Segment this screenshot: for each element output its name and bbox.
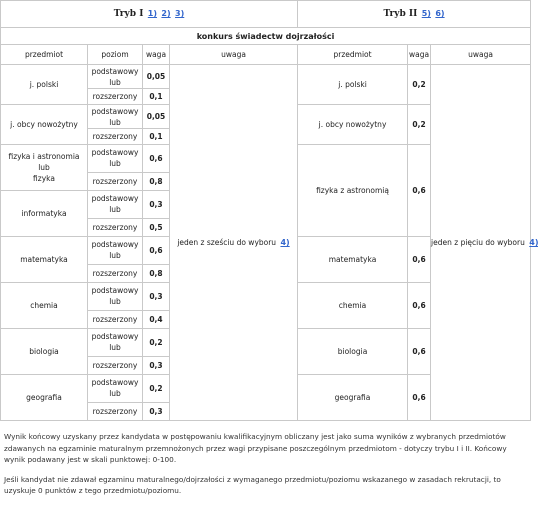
level-basic bbox=[88, 105, 143, 129]
weight-extended: 0,3 bbox=[143, 356, 170, 374]
level-extended: rozszerzony bbox=[88, 129, 143, 145]
level-or-text: lub bbox=[109, 117, 121, 127]
weight-basic: 0,3 bbox=[143, 282, 170, 310]
subject-name-line: informatyka bbox=[21, 208, 67, 218]
subject-name-line: chemia bbox=[30, 300, 58, 310]
level-basic bbox=[88, 65, 143, 89]
subject-name-line: matematyka bbox=[20, 254, 68, 264]
level-extended: rozszerzony bbox=[88, 218, 143, 236]
subject-name-line: geografia bbox=[26, 392, 62, 402]
mode1-subject bbox=[1, 236, 88, 282]
level-extended: rozszerzony bbox=[88, 356, 143, 374]
mode2-weight: 0,6 bbox=[408, 282, 431, 328]
level-basic-text: podstawowy bbox=[91, 194, 139, 204]
subject-name-line: j. obcy nowożytny bbox=[10, 120, 78, 129]
level-extended: rozszerzony bbox=[88, 172, 143, 190]
mode1-header bbox=[1, 1, 298, 28]
level-extended: rozszerzony bbox=[88, 310, 143, 328]
subject-name-line: fizyka i astronomia bbox=[8, 151, 80, 161]
explanatory-notes bbox=[4, 431, 526, 505]
level-basic-text: podstawowy bbox=[91, 286, 139, 296]
footnote-link-4[interactable]: 4) bbox=[280, 237, 290, 247]
level-basic bbox=[88, 145, 143, 173]
weight-basic: 0,6 bbox=[143, 236, 170, 264]
weight-extended: 0,3 bbox=[143, 402, 170, 420]
level-or-text: lub bbox=[109, 389, 121, 399]
col-weight-mode2: waga bbox=[408, 45, 431, 65]
mode2-subject: biologia bbox=[298, 328, 408, 374]
level-basic-text: podstawowy bbox=[91, 66, 139, 76]
level-basic-text: podstawowy bbox=[91, 240, 139, 250]
level-extended: rozszerzony bbox=[88, 264, 143, 282]
col-subject: przedmiot bbox=[1, 45, 88, 65]
note-paragraph-2: Jeśli kandydat nie zdawał egzaminu maturalnego/dojrzałości z wymaganego przedmiotu/poziomu wskazanego w zasadach rekrutacji, to uzyskuje 0 punktów z tego przedmiotu/poziomu. bbox=[4, 474, 501, 495]
mode1-subject bbox=[1, 328, 88, 374]
col-subject-mode2: przedmiot bbox=[298, 45, 408, 65]
footnote-link-2[interactable]: 2) bbox=[161, 9, 171, 18]
weight-basic: 0,2 bbox=[143, 374, 170, 402]
subject-name-line: lub bbox=[38, 162, 50, 172]
col-weight: waga bbox=[143, 45, 170, 65]
level-or-text: lub bbox=[109, 159, 121, 169]
mode2-weight: 0,2 bbox=[408, 65, 431, 105]
weight-basic: 0,3 bbox=[143, 190, 170, 218]
level-basic-text: podstawowy bbox=[91, 332, 139, 342]
footnote-link-5[interactable]: 5) bbox=[421, 9, 431, 18]
weight-extended: 0,1 bbox=[143, 129, 170, 145]
mode2-label: Tryb II bbox=[383, 9, 418, 19]
mode2-header bbox=[298, 1, 531, 28]
level-or-text: lub bbox=[109, 297, 121, 307]
mode2-subject: matematyka bbox=[298, 236, 408, 282]
mode2-weight: 0,2 bbox=[408, 105, 431, 145]
level-basic bbox=[88, 282, 143, 310]
level-basic bbox=[88, 236, 143, 264]
level-extended: rozszerzony bbox=[88, 402, 143, 420]
level-or-text: lub bbox=[109, 205, 121, 215]
subject-name-line: j. polski bbox=[29, 80, 59, 89]
mode1-subject bbox=[1, 374, 88, 420]
mode2-weight: 0,6 bbox=[408, 145, 431, 237]
note-paragraph-1: Wynik końcowy uzyskany przez kandydata w postępowaniu kwalifikacyjnym obliczany jest jako suma wyników z wybranych przedmiotów zdawanych na egzaminie maturalnym przemnożonych przez wagi przypisane poszczególnym przedmiotom - dotyczy trybu I i II. Końcowy wynik podawany jest w skali punktowej: 0-100. bbox=[4, 432, 507, 464]
level-basic bbox=[88, 328, 143, 356]
mode2-weight: 0,6 bbox=[408, 374, 431, 420]
level-basic bbox=[88, 374, 143, 402]
level-extended: rozszerzony bbox=[88, 89, 143, 105]
level-or-text: lub bbox=[109, 251, 121, 261]
level-basic-text: podstawowy bbox=[91, 378, 139, 388]
level-basic bbox=[88, 190, 143, 218]
weight-basic: 0,2 bbox=[143, 328, 170, 356]
weight-extended: 0,5 bbox=[143, 218, 170, 236]
footnote-link-4-mode2[interactable]: 4) bbox=[529, 237, 538, 247]
subject-name-line: fizyka bbox=[33, 173, 55, 183]
mode1-note bbox=[170, 65, 298, 421]
mode2-note-text: jeden z pięciu do wyboru bbox=[431, 237, 525, 247]
weight-extended: 0,1 bbox=[143, 89, 170, 105]
mode2-note bbox=[431, 65, 538, 421]
mode1-label: Tryb I bbox=[113, 9, 144, 19]
level-basic-text: podstawowy bbox=[91, 106, 139, 116]
mode1-subject bbox=[1, 282, 88, 328]
weight-extended: 0,8 bbox=[143, 172, 170, 190]
weight-basic: 0,05 bbox=[143, 105, 170, 129]
section-title: konkurs świadectw dojrzałości bbox=[1, 28, 531, 45]
level-basic-text: podstawowy bbox=[91, 148, 139, 158]
footnote-link-6[interactable]: 6) bbox=[435, 9, 445, 18]
footnote-link-3[interactable]: 3) bbox=[175, 9, 185, 18]
mode2-subject: j. obcy nowożytny bbox=[298, 105, 408, 145]
weight-extended: 0,8 bbox=[143, 264, 170, 282]
mode2-weight: 0,6 bbox=[408, 236, 431, 282]
subject-name-line: biologia bbox=[29, 346, 59, 356]
mode1-subject bbox=[1, 65, 88, 105]
col-level: poziom bbox=[88, 45, 143, 65]
col-note: uwaga bbox=[170, 45, 298, 65]
mode1-note-text: jeden z sześciu do wyboru bbox=[177, 237, 277, 247]
mode2-subject: geografia bbox=[298, 374, 408, 420]
mode1-subject bbox=[1, 145, 88, 191]
level-or-text: lub bbox=[109, 343, 121, 353]
weight-basic: 0,05 bbox=[143, 65, 170, 89]
mode2-weight: 0,6 bbox=[408, 328, 431, 374]
subject-rows bbox=[1, 65, 538, 421]
mode1-subject bbox=[1, 105, 88, 145]
level-or-text: lub bbox=[109, 77, 121, 87]
footnote-link-1[interactable]: 1) bbox=[147, 9, 158, 18]
col-note-mode2: uwaga bbox=[431, 45, 531, 65]
mode1-subject bbox=[1, 190, 88, 236]
weight-extended: 0,4 bbox=[143, 310, 170, 328]
mode2-subject: j. polski bbox=[298, 65, 408, 105]
mode2-subject: chemia bbox=[298, 282, 408, 328]
mode2-subject: fizyka z astronomią bbox=[298, 145, 408, 237]
weight-basic: 0,6 bbox=[143, 145, 170, 173]
